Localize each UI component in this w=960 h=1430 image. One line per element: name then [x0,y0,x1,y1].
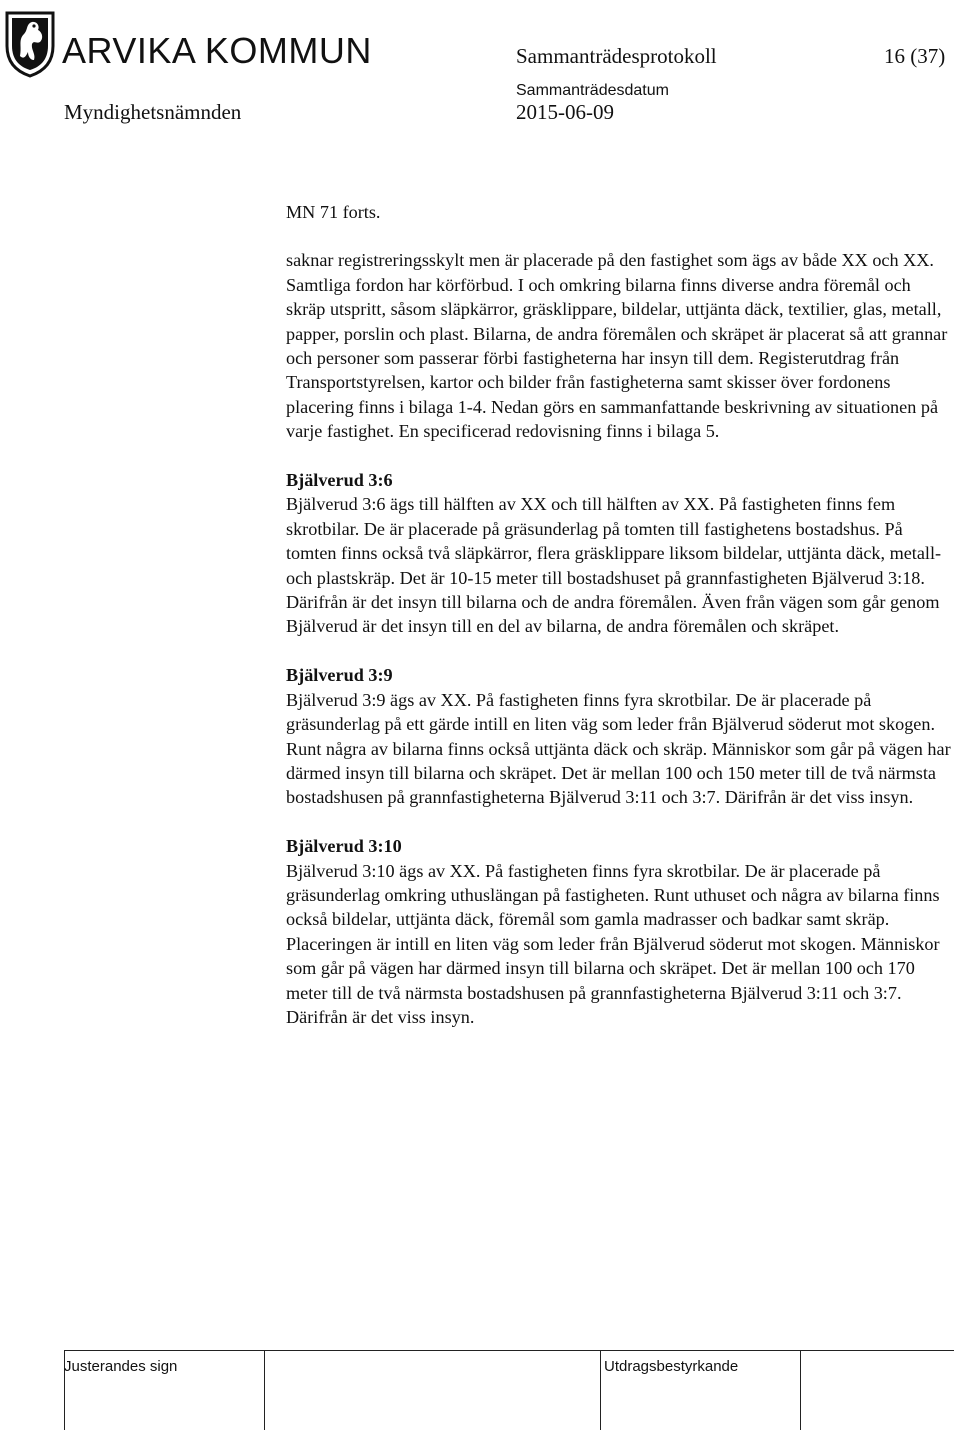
committee-name: Myndighetsnämnden [64,100,242,124]
section-paragraph: Bjälverud 3:9 ägs av XX. På fastigheten finns fyra skrotbilar. De är placerade på gräsunderlag på ett gärde intill en liten väg som leder från Bjälverud söderut mot skogen. Runt några av bilarna finns också uttjänta däck och skräp. Människor som går på vägen har därmed insyn till bilarna och skräpet. Det är mellan 100 och 150 meter till de två närmsta bostadshusen på grannfastigheterna Bjälverud 3:11 och 3:7. Därifrån är det viss insyn. [286,689,951,808]
section-paragraph: Bjälverud 3:10 ägs av XX. På fastigheten finns fyra skrotbilar. De är placerade på gräsunderlag omkring uthuslängan på fastigheten. Runt uthuset och några av bilarna finns också bildelar, uttjänta däck, föremål som gamla madrasser och badkar samt skräp. Placeringen är intill en liten väg som leder från Bjälverud söderut mot skogen. Människor som går på vägen har därmed insyn till bilarna och skräpet. Det är mellan 100 och 170 meter till de två närmsta bostadshusen på grannfastigheterna Bjälverud 3:11 och 3:7. Därifrån är det viss insyn. [286,860,940,1027]
section-title: Bjälverud 3:6 [286,470,393,491]
footer-cell-border [264,1350,265,1430]
document-type: Sammanträdesprotokoll [516,44,717,68]
footer-cell-border [600,1350,601,1430]
page-header [0,0,960,140]
document-body [286,200,951,1029]
meeting-date: 2015-06-09 [516,100,614,124]
meeting-date-label: Sammanträdesdatum [516,82,669,99]
section-paragraph: Bjälverud 3:6 ägs till hälften av XX och till hälften av XX. På fastigheten finns fem skrotbilar. De är placerade på gräsunderlag på tomten till fastighetens bostadshus. På tomten finns också två släpkärror, flera gräsklippare liksom bildelar, uttjänta däck, metall- och plastskräp. Det är 10-15 meter till bostadshuset på grannfastigheten Bjälverud 3:18. Därifrån är det insyn till bilarna och de andra föremålen. Även från vägen som går genom Bjälverud är det insyn till en del av bilarna, de andra föremålen och skräpet. [286,494,942,637]
section-reference: MN 71 forts. [286,202,381,222]
footer-signature-label: Justerandes sign [64,1358,178,1375]
intro-paragraph: saknar registreringsskylt men är placerade på den fastighet som ägs av både XX och XX. Samtliga fordon har körförbud. I och omkring bilarna finns diverse andra föremål och skräp utspritt, såsom släpkärror, gräsklippare, bildelar, uttjänta däck, textilier, glas, metall, papper, porslin och plast. Bilarna, de andra föremålen och skräpet är placerat så att grannar och personer som passerar förbi fastigheterna har insyn till dem. Registerutdrag från Transportstyrelsen, kartor och bilder från fastigheterna samt skisser över fordonens placering finns i bilaga 1-4. Nedan görs en sammanfattande beskrivning av situationen på varje fastighet. En specificerad redovisning finns i bilaga 5. [286,250,948,442]
footer-divider [64,1350,954,1351]
section-title: Bjälverud 3:9 [286,665,393,686]
page-number: 16 (37) [884,44,946,68]
brand-name: ARVIKA KOMMUN [62,30,372,71]
footer-cell-border [800,1350,801,1430]
footer-certification-label: Utdragsbestyrkande [604,1358,739,1375]
section-title: Bjälverud 3:10 [286,836,402,857]
coat-of-arms-icon [4,10,56,78]
